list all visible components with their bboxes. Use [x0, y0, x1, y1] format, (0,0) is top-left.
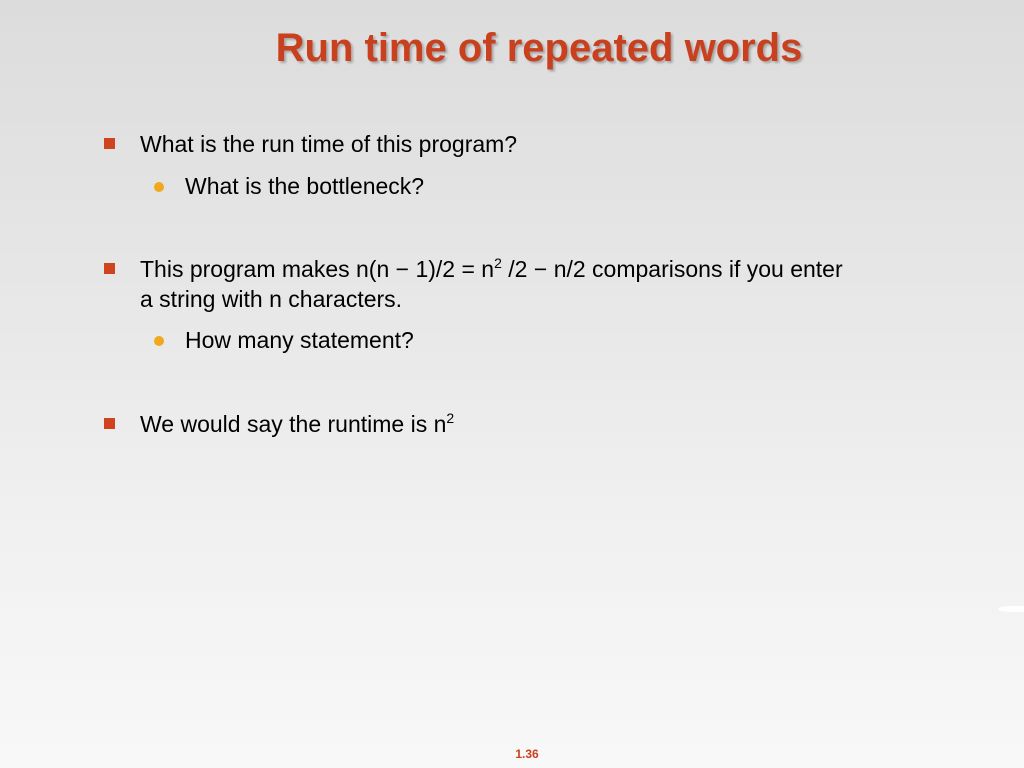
square-bullet-icon: [104, 418, 115, 429]
sub-bullet-text: What is the bottleneck?: [185, 173, 425, 199]
round-bullet-icon: [154, 182, 164, 192]
bullet-text-continuation: a string with n characters.: [140, 286, 403, 312]
superscript: 2: [446, 410, 455, 426]
bullet-text-part1: This program makes n(n − 1)/2 = n: [140, 256, 495, 282]
bullet-text: What is the run time of this program?: [140, 131, 518, 157]
square-bullet-icon: [104, 138, 115, 149]
bullet-text-part2: /2 − n/2 comparisons if you enter: [501, 256, 843, 282]
bullet-text: [140, 254, 940, 284]
decorative-swoosh: [998, 606, 1024, 612]
bullet-text-main: We would say the runtime is n: [140, 411, 447, 437]
bullet-text: [140, 409, 940, 439]
sub-bullet-text: How many statement?: [185, 327, 414, 353]
slide-title: Run time of repeated words: [275, 26, 803, 70]
square-bullet-icon: [104, 263, 115, 274]
superscript: 2: [494, 255, 502, 271]
page-number: 1.36: [515, 747, 539, 761]
round-bullet-icon: [154, 336, 164, 346]
